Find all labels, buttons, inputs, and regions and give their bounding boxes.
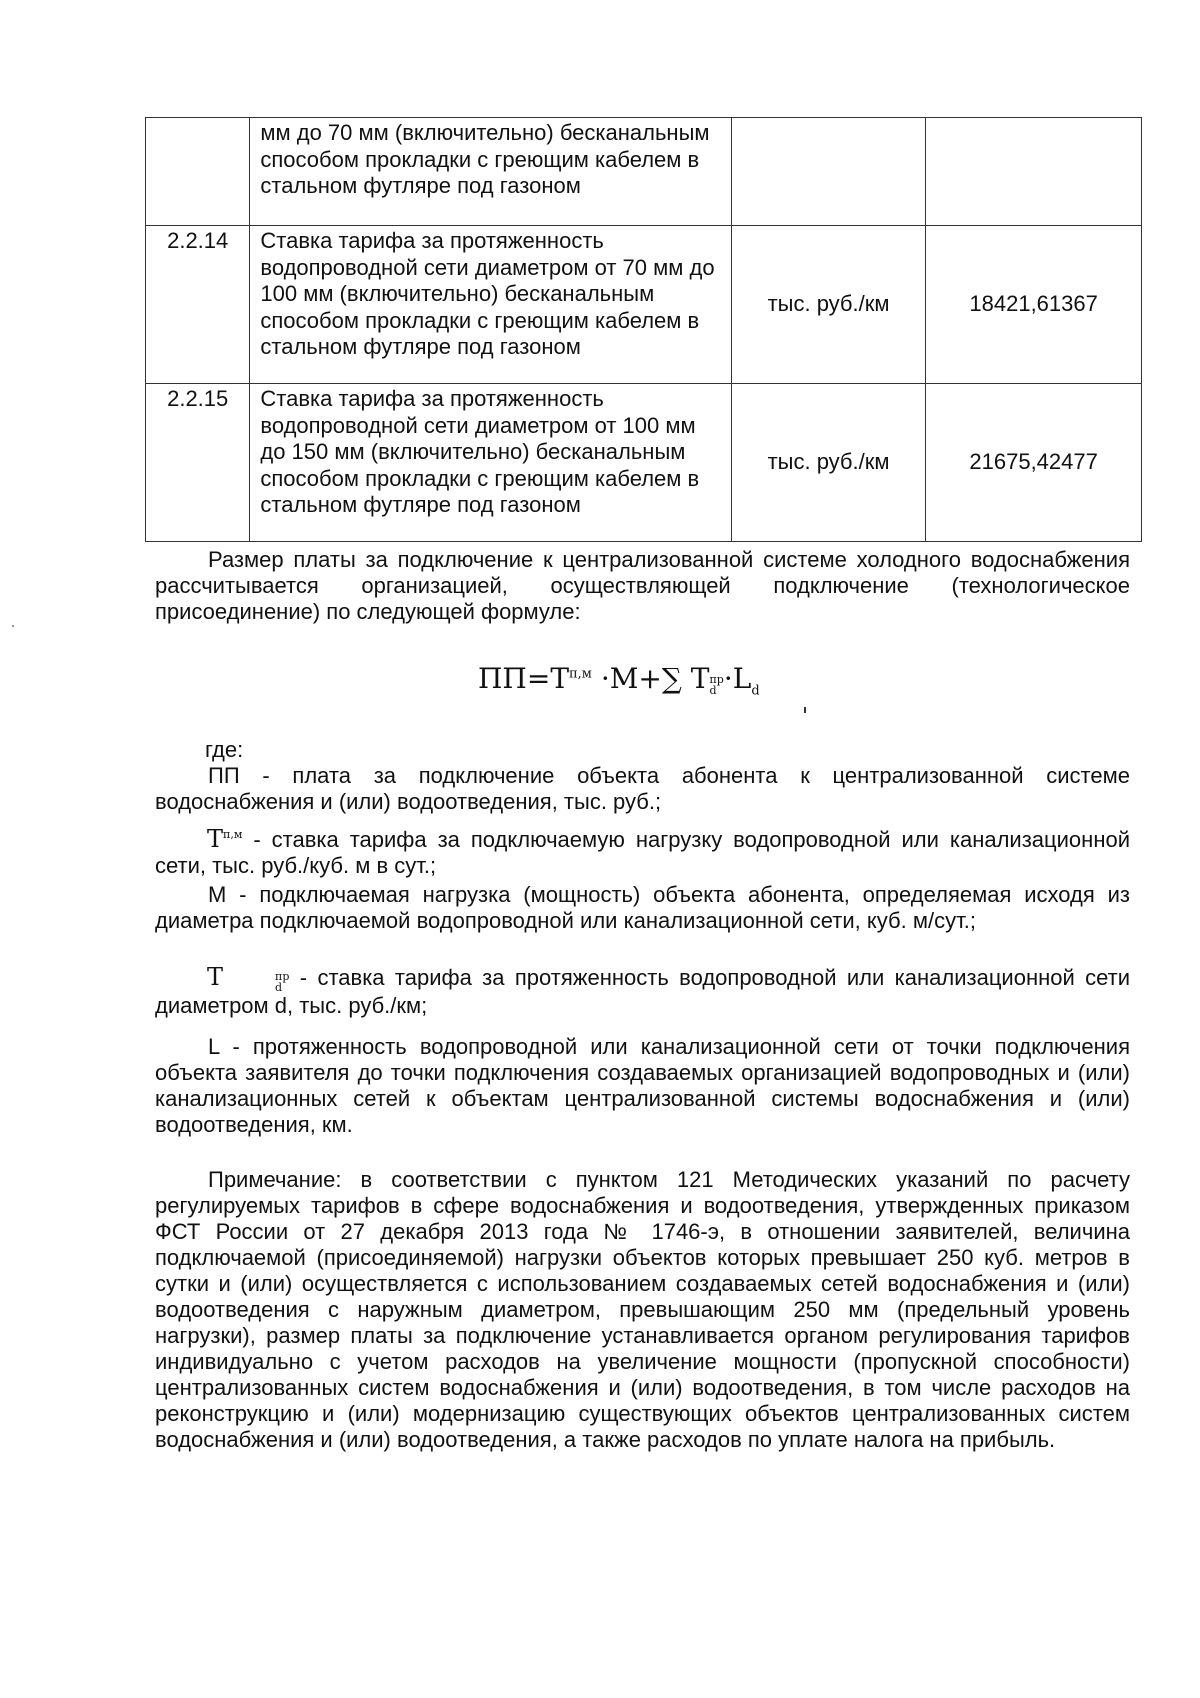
- formula-t2-sub: d: [709, 684, 717, 697]
- row-value: 18421,61367: [926, 226, 1142, 384]
- formula-t2-sup: пр: [709, 673, 724, 686]
- fee-formula: [478, 662, 760, 699]
- formula-t1: T: [550, 662, 569, 695]
- row-description: мм до 70 мм (включительно) бесканальным способом прокладки с греющим кабелем в стальном футляре под газоном: [250, 118, 731, 226]
- formula-t2: T: [690, 662, 710, 695]
- row-number: 2.2.15: [146, 384, 250, 542]
- definition-t-d: T пр d - ставка тарифа за протяженность водопроводной или канализационной сети диаметром d, тыс. руб./км;: [155, 963, 1130, 1018]
- definition-t-pm: $T^{п,м}$ - ставка тарифа за подключаемую нагрузку водопроводной или канализационной сети, тыс. руб./куб. м в сут.;: [155, 825, 1130, 878]
- table-row: [146, 118, 1142, 226]
- row-unit: тыс. руб./км: [731, 384, 925, 542]
- formula-t2-indices: [709, 674, 723, 696]
- note-paragraph: Примечание: в соответствии с пунктом 121 Методических указаний по расчету регулируемых тарифов в сфере водоснабжения и водоотведения, утвержденных приказом ФСТ России от 27 декабря 2013 года № 1746-э, в отношении заявителей, величина подключаемой (присоединяемой) нагрузки объектов которых превышает 250 куб. метров в сутки и (или) осуществляется с использованием создаваемых сетей водоснабжения и (или) водоотведения с наружным диаметром, превышающим 250 мм (предельный уровень нагрузки), размер платы за подключение устанавливается органом регулирования тарифов индивидуально с учетом расходов на увеличение мощности (пропускной способности) централизованных систем водоснабжения и (или) водоотведения, в том числе расходов на реконструкцию и (или) модернизацию существующих объектов централизованных систем водоснабжения и (или) водоотведения, а также расходов по уплате налога на прибыль.: [155, 1167, 1130, 1452]
- formula-plus: +: [638, 662, 662, 695]
- scan-speck: [12, 625, 14, 627]
- table-row: [146, 226, 1142, 384]
- row-unit: тыс. руб./км: [731, 226, 925, 384]
- symbol-t-pm: $T^{п,м}$: [207, 825, 243, 853]
- tariff-table: [145, 117, 1142, 542]
- formula-comma: [804, 707, 806, 713]
- definition-pp: ПП - плата за подключение объекта абонента к централизованной системе водоснабжения и (или) водоотведения, тыс. руб.;: [155, 763, 1130, 814]
- formula-sum: ∑: [661, 662, 682, 695]
- row-unit: [731, 118, 925, 226]
- formula-equals: =: [526, 662, 551, 695]
- symbol-t-d: T пр d: [207, 963, 290, 994]
- formula-l: ·L: [723, 662, 752, 695]
- row-value: 21675,42477: [926, 384, 1142, 542]
- formula-t1-sup: п,м: [569, 666, 592, 682]
- definition-m: М - подключаемая нагрузка (мощность) объекта абонента, определяемая исходя из диаметра подключаемой водопроводной или канализационной сети, куб. м/сут.;: [155, 882, 1130, 933]
- formula-lhs: ПП: [478, 662, 527, 695]
- table-row: [146, 384, 1142, 542]
- formula-l-sub: d: [751, 683, 760, 699]
- row-number: 2.2.14: [146, 226, 250, 384]
- row-value: [926, 118, 1142, 226]
- row-description: Ставка тарифа за протяженность водопроводной сети диаметром от 100 мм до 150 мм (включительно) бесканальным способом прокладки с греющим кабелем в стальном футляре под газоном: [250, 384, 731, 542]
- formula-m: ·M: [600, 662, 639, 695]
- formula-intro: Размер платы за подключение к централизованной системе холодного водоснабжения рассчитывается организацией, осуществляющей подключение (технологическое присоединение) по следующей формуле:: [155, 547, 1130, 624]
- row-description: Ставка тарифа за протяженность водопроводной сети диаметром от 70 мм до 100 мм (включительно) бесканальным способом прокладки с греющим кабелем в стальном футляре под газоном: [250, 226, 731, 384]
- row-number: [146, 118, 250, 226]
- definition-l: L - протяженность водопроводной или канализационной сети от точки подключения объекта заявителя до точки подключения создаваемых организацией водопроводных и (или) канализационных сетей к объектам централизованной системы водоснабжения и (или) водоотведения, км.: [155, 1034, 1130, 1137]
- where-label: где:: [205, 737, 244, 762]
